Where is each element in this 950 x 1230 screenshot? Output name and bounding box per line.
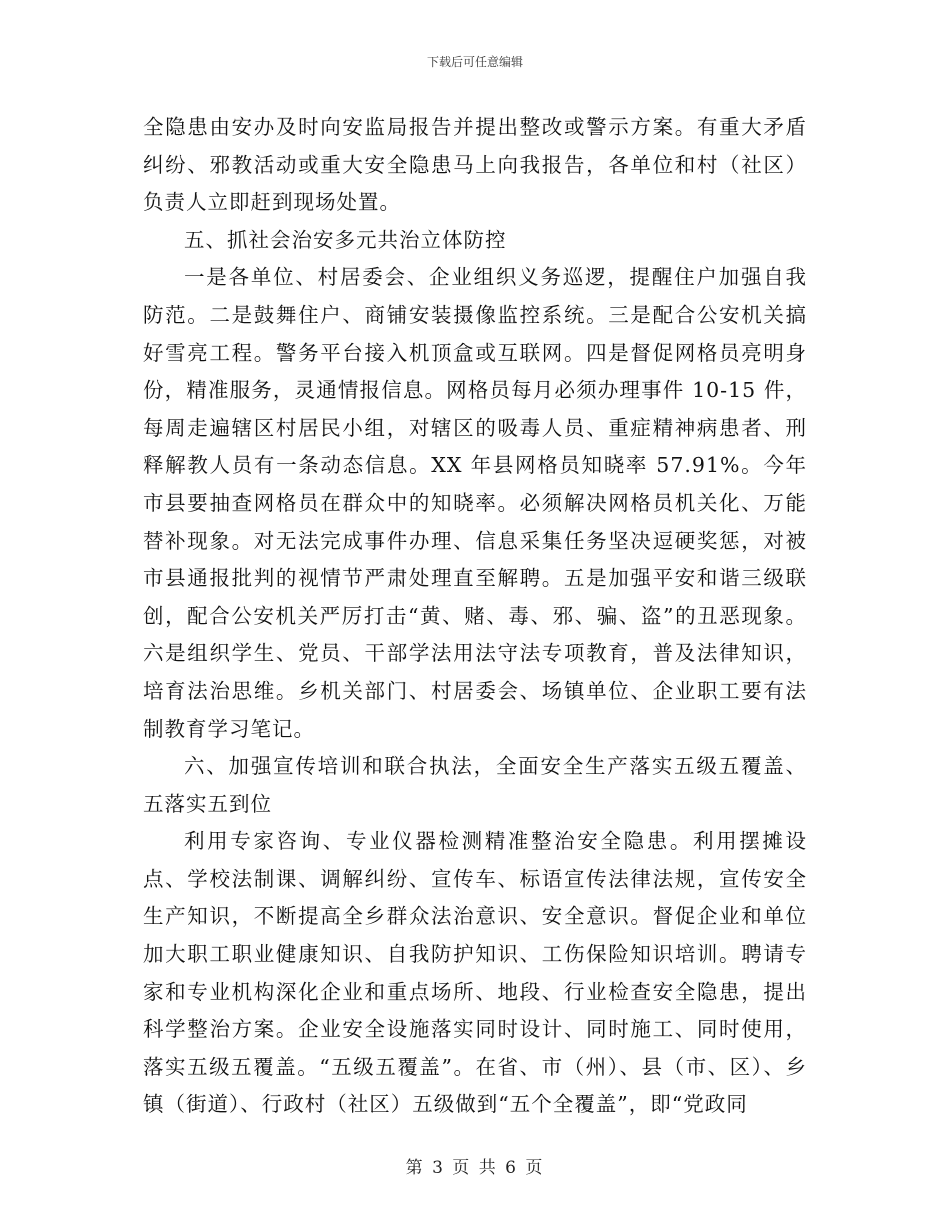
paragraph-safety-production: 利用专家咨询、专业仪器检测精准整治安全隐患。利用摆摊设点、学校法制课、调解纠纷、宣传车、标语宣传法律法规，宣传安全生产知识，不断提高全乡群众法治意识、安全意识。督促企业和单位加大职工职业健康知识、自我防护知识、工伤保险知识培训。聘请专家和专业机构深化企业和重点场所、地段、行业检查安全隐患，提出科学整治方案。企业安全设施落实同时设计、同时施工、同时使用，落实五级五覆盖。“五级五覆盖”。在省、市（州）、县（市、区）、乡镇（街道）、行政村（社区）五级做到“五个全覆盖”，即“党政同 [143, 829, 807, 1117]
paragraph-continuation: 全隐患由安办及时向安监局报告并提出整改或警示方案。有重大矛盾纠纷、邪教活动或重大安全隐患马上向我报告，各单位和村（社区）负责人立即赶到现场处置。 [143, 115, 807, 215]
page-header-note: 下载后可任意编辑 [426, 55, 523, 69]
document-body [143, 109, 807, 1124]
section-heading-5: 五、抓社会治安多元共治立体防控 [184, 227, 507, 252]
page-number-footer: 第 3 页 共 6 页 [405, 1158, 545, 1178]
paragraph-public-security: 一是各单位、村居委会、企业组织义务巡逻，提醒住户加强自我防范。二是鼓舞住户、商铺安装摄像监控系统。三是配合公安机关搞好雪亮工程。警务平台接入机顶盒或互联网。四是督促网格员亮明身份，精准服务，灵通情报信息。网格员每月必须办理事件 10-15 件，每周走遍辖区村居民小组，对辖区的吸毒人员、重症精神病患者、刑释解教人员有一条动态信息。XX 年县网格员知晓率 57.91%。今年市县要抽查网格员在群众中的知晓率。必须解决网格员机关化、万能替补现象。对无法完成事件办理、信息采集任务坚决逗硬奖惩，对被市县通报批判的视情节严肃处理直至解聘。五是加强平安和谐三级联创，配合公安机关严厉打击“黄、赌、毒、邪、骗、盗”的丑恶现象。六是组织学生、党员、干部学法用法守法专项教育，普及法律知识，培育法治思维。乡机关部门、村居委会、场镇单位、企业职工要有法制教育学习笔记。 [143, 265, 807, 741]
section-heading-6: 六、加强宣传培训和联合执法，全面安全生产落实五级五覆盖、五落实五到位 [143, 754, 807, 816]
